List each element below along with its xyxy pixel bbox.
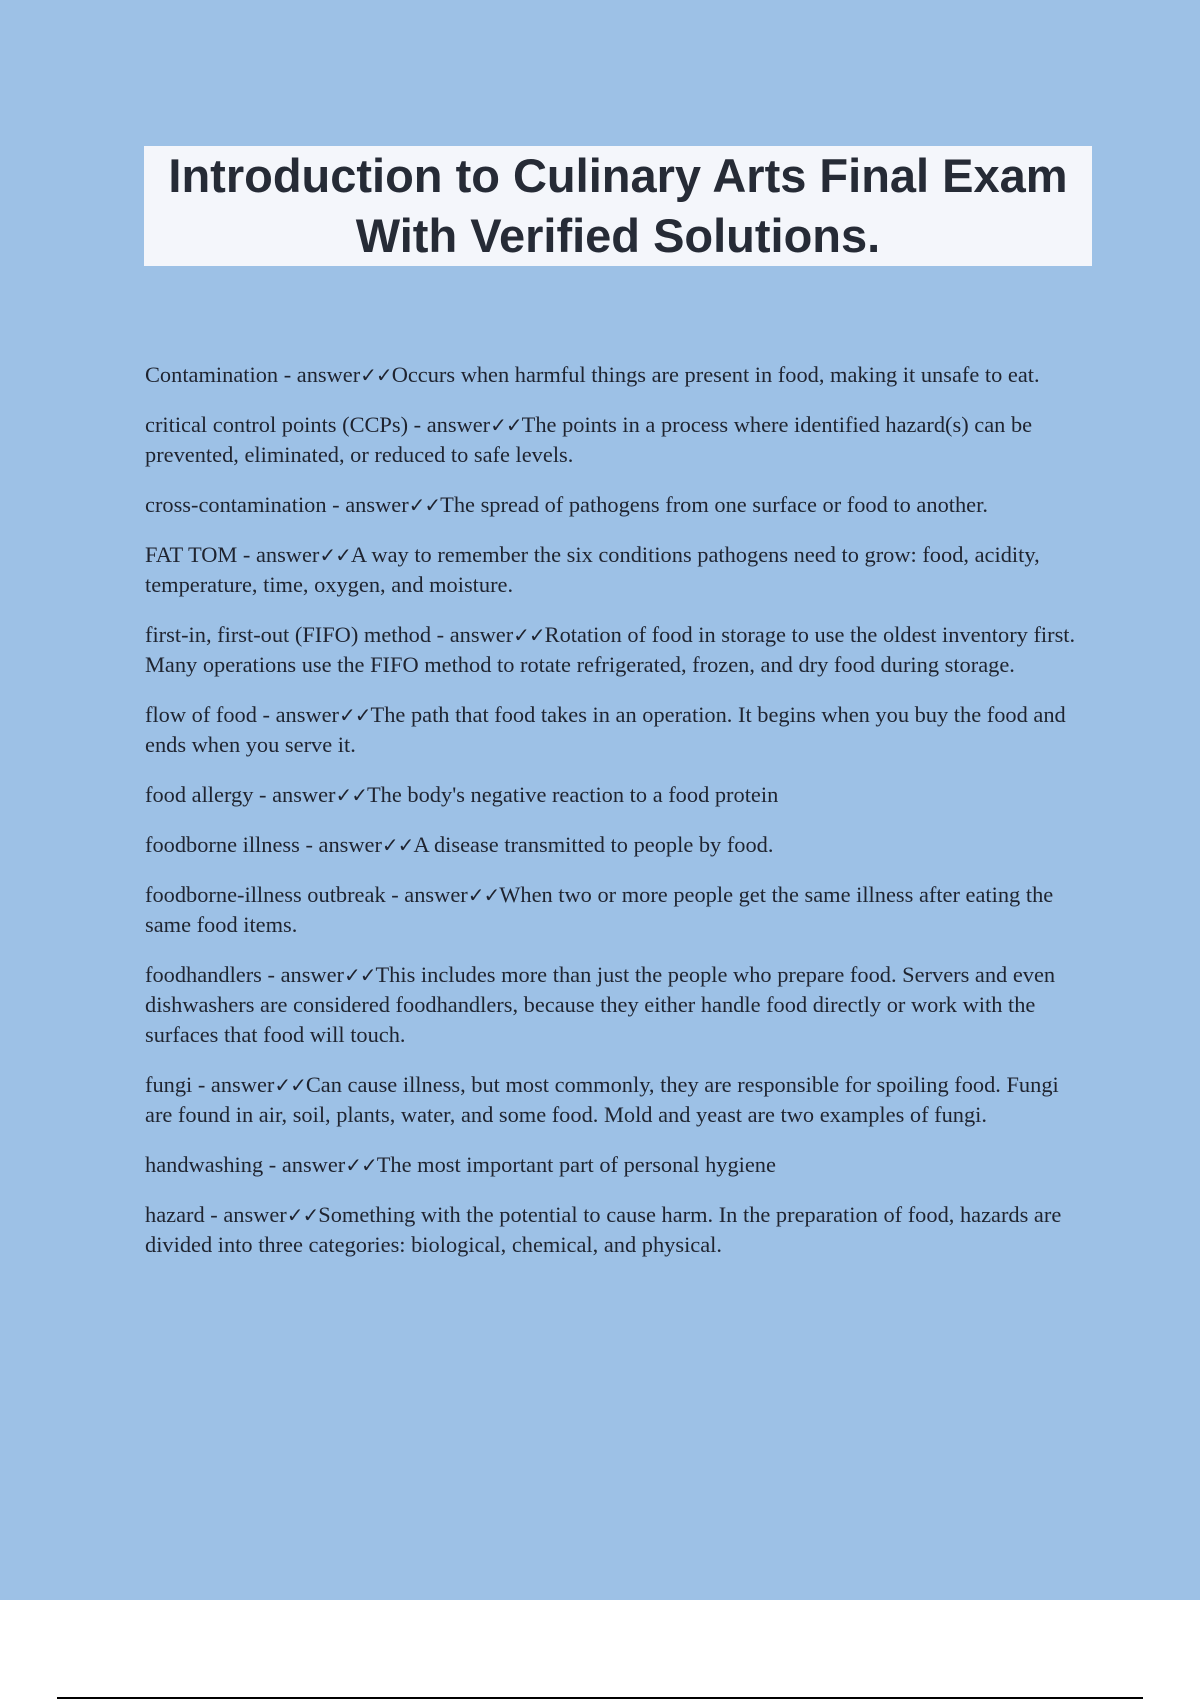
check-icon: ✓✓ (490, 413, 522, 437)
entry-definition: Rotation of food in storage to use the oldest inventory first. Many operations use the FIFO method to rotate refrigerated, frozen, and dry food during storage. (145, 622, 1076, 677)
entry-definition: Something with the potential to cause harm. In the preparation of food, hazards are divided into three categories: biological, chemical, and physical. (145, 1202, 1062, 1257)
glossary-entry (145, 410, 1090, 470)
glossary-entry (145, 700, 1090, 760)
check-icon: ✓✓ (513, 623, 545, 647)
glossary-entry (145, 360, 1090, 390)
entry-term: fungi (145, 1072, 193, 1097)
entry-term: food allergy (145, 782, 254, 807)
check-icon: ✓✓ (381, 833, 414, 857)
answer-label: answer (318, 832, 382, 857)
entry-term: flow of food (145, 702, 257, 727)
glossary-entry (145, 490, 1090, 520)
glossary-entry (145, 960, 1090, 1050)
entry-term: foodborne-illness outbreak (145, 882, 386, 907)
answer-label: answer (281, 1152, 346, 1177)
entry-term: critical control points (CCPs) (145, 412, 409, 437)
entry-term: FAT TOM (145, 542, 238, 567)
glossary-entry (145, 540, 1090, 600)
check-icon: ✓✓ (343, 963, 376, 987)
entry-separator: - (237, 542, 256, 567)
check-icon: ✓✓ (339, 703, 371, 727)
answer-label: answer (210, 1072, 275, 1097)
answer-label: answer (272, 782, 336, 807)
glossary-entry (145, 1150, 1090, 1180)
glossary-entry (145, 1070, 1090, 1130)
entry-definition: This includes more than just the people who prepare food. Servers and even dishwashers are considered foodhandlers, because they either handle food directly or work with the surfaces that food will touch. (145, 962, 1056, 1047)
answer-label: answer (223, 1202, 287, 1227)
entry-separator: - (385, 882, 405, 907)
entry-definition: The spread of pathogens from one surface or food to another. (440, 492, 988, 517)
check-icon: ✓✓ (467, 883, 500, 907)
entry-term: hazard (145, 1202, 205, 1227)
check-icon: ✓✓ (319, 543, 351, 567)
glossary-entry (145, 880, 1090, 940)
answer-label: answer (449, 622, 514, 647)
entry-definition: The body's negative reaction to a food protein (367, 782, 779, 807)
entry-definition: A disease transmitted to people by food. (413, 832, 774, 857)
answer-label: answer (275, 702, 340, 727)
check-icon: ✓✓ (360, 363, 392, 387)
entry-separator: - (256, 702, 276, 727)
glossary-entry (145, 830, 1090, 860)
entry-term: foodborne illness (145, 832, 300, 857)
entry-definition: Occurs when harmful things are present in food, making it unsafe to eat. (391, 362, 1040, 387)
check-icon: ✓✓ (408, 493, 441, 517)
entry-separator: - (263, 1152, 282, 1177)
entry-definition: The points in a process where identified hazard(s) can be prevented, eliminated, or reduced to safe levels. (145, 412, 1033, 467)
title-line-2: With Verified Solutions. (355, 209, 881, 262)
title-line-1: Introduction to Culinary Arts Final Exam (168, 149, 1068, 202)
entry-definition: The most important part of personal hygiene (376, 1152, 776, 1177)
answer-label: answer (280, 962, 344, 987)
answer-label: answer (345, 492, 409, 517)
entry-separator: - (204, 1202, 224, 1227)
entry-separator: - (431, 622, 450, 647)
entry-separator: - (278, 362, 297, 387)
answer-label: answer (296, 362, 361, 387)
entry-separator: - (408, 412, 427, 437)
glossary-entry (145, 780, 1090, 810)
entry-definition: A way to remember the six conditions pathogens need to grow: food, acidity, temperature, time, oxygen, and moisture. (145, 542, 1040, 597)
entry-term: handwashing (145, 1152, 264, 1177)
check-icon: ✓✓ (274, 1073, 306, 1097)
footer-divider (57, 1697, 1143, 1699)
glossary-entry (145, 1200, 1090, 1260)
glossary-list (145, 360, 1090, 1280)
entry-separator: - (261, 962, 281, 987)
answer-label: answer (255, 542, 320, 567)
answer-label: answer (404, 882, 468, 907)
check-icon: ✓✓ (335, 783, 367, 807)
entry-separator: - (299, 832, 319, 857)
entry-definition: The path that food takes in an operation. It begins when you buy the food and ends when you serve it. (145, 702, 1066, 757)
entry-term: cross-contamination (145, 492, 327, 517)
entry-separator: - (192, 1072, 211, 1097)
title-box (144, 146, 1092, 266)
entry-separator: - (326, 492, 346, 517)
entry-definition: Can cause illness, but most commonly, they are responsible for spoiling food. Fungi are found in air, soil, plants, water, and some food. Mold and yeast are two examples of fungi. (145, 1072, 1059, 1127)
check-icon: ✓✓ (286, 1203, 319, 1227)
glossary-entry (145, 620, 1090, 680)
check-icon: ✓✓ (345, 1153, 377, 1177)
entry-term: foodhandlers (145, 962, 262, 987)
entry-term: Contamination (145, 362, 279, 387)
answer-label: answer (426, 412, 491, 437)
entry-separator: - (253, 782, 273, 807)
entry-term: first-in, first-out (FIFO) method (145, 622, 432, 647)
entry-definition: When two or more people get the same illness after eating the same food items. (145, 882, 1054, 937)
